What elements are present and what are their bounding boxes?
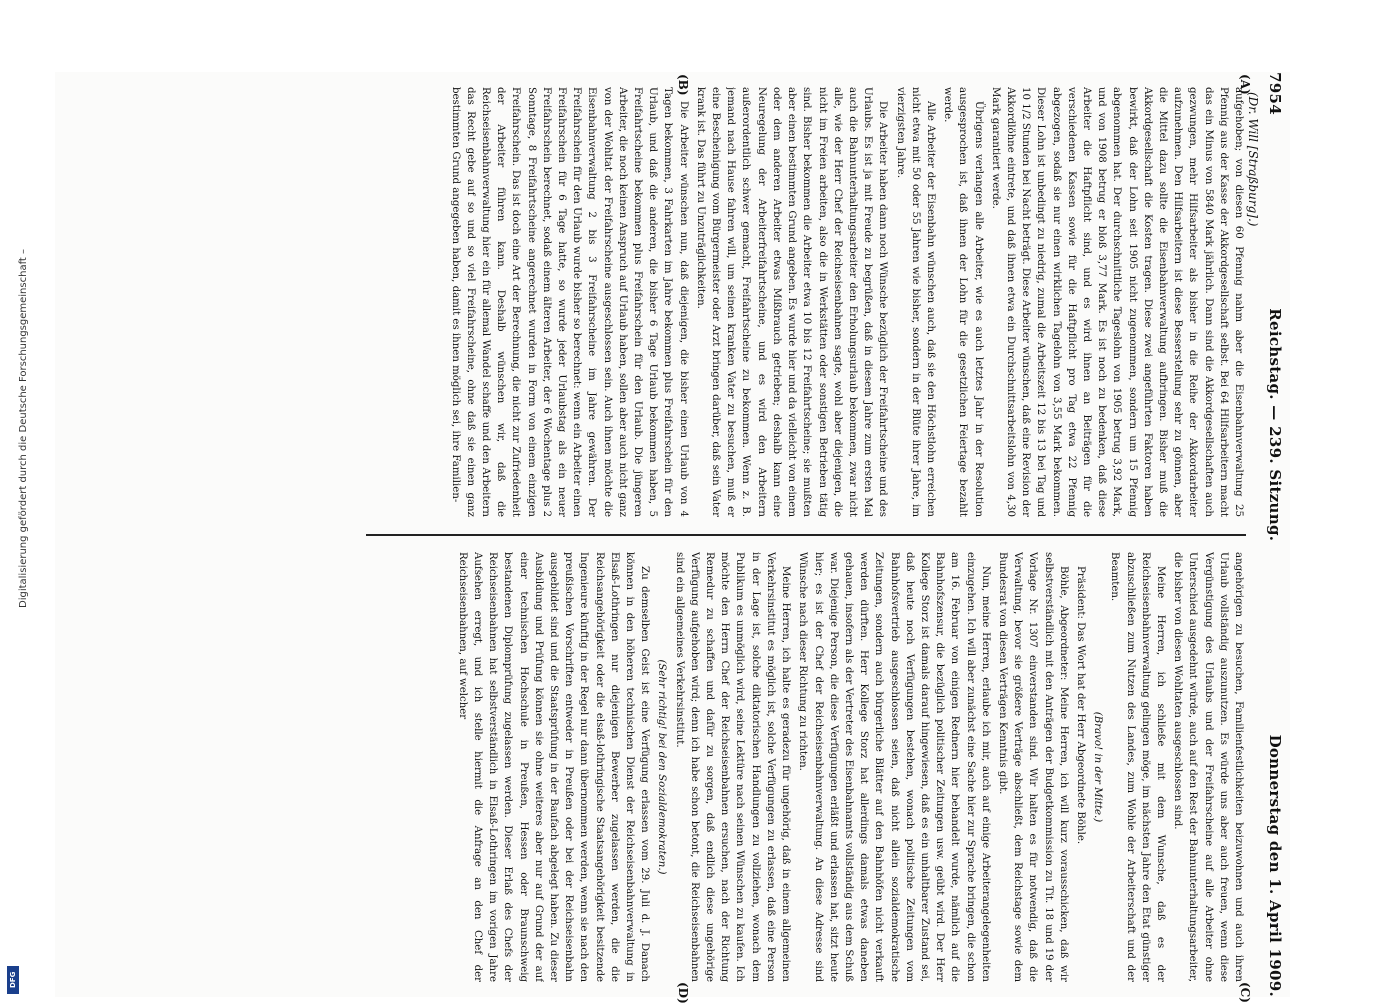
page-header <box>1260 72 1290 997</box>
credit-text: Digitalisierung gefördert durch die Deutsche Forschungsgemeinschaft – <box>18 248 29 608</box>
left-column <box>376 87 1246 517</box>
margin-marker-c: (C) <box>1238 982 1252 1003</box>
paragraph: Böhle, Abgeordneter: Meine Herren, ich will kurz vorausschicken, daß wir selbstverständlich mit den Anträgen der Budgetkommission zu Tit. 18 und 19 der Vorlage Nr. 1307 einverstanden sind. Wir halten es für notwendig, daß die Verwaltung, bevor sie größere Verträge abschließt, dem Reichstage sowie dem Bundesrat von diesen Verträgen Kenntnis gibt. <box>996 552 1069 982</box>
paragraph: Die Arbeiter wünschen nun, daß diejenigen, die bisher einen Urlaub von 4 Tagen bekommen, 3 Fahrkarten im Jahre bekommen plus Freifahrschein für den Urlaub, und daß die anderen, die bisher 6 Tage Urlaub bekommen haben, 5 Freifahrtscheine bekommen plus Freifahrschein für den Urlaub. Die jüngeren Arbeiter, die noch keinen Anspruch auf Urlaub haben, sollen aber auch nicht ganz von der Wohltat der Freifahrscheine ausgeschlossen sein. Auch ihnen möchte die Eisenbahnverwaltung 2 bis 3 Freifahrscheine im Jahre gewähren. Der Freifahrschein für den Urlaub wurde bisher so berechnet: wenn ein Arbeiter einen Freifahrschein für 6 Tage hatte, so wurde jeder Urlaubstag als ein neuer Freifahrschein berechnet, sodaß einem älteren Arbeiter, der 6 Wochentage plus 2 Sonntage, 8 Freifahrtscheine angerechnet wurden in Form von einem einzigen Freifahrschein. Das ist doch eine Art der Berechnung, die nicht zur Zufriedenheit der Arbeiter führen kann. Deshalb wünschen wir, daß die Reichseisenbahnverwaltung hier ein für allemal Wandel schaffe und den Arbeitern das Recht gebe auf so und so viel Freifahrscheine, ohne daß sie einen ganz bestimmten Grund angegeben haben, damit es ihnen möglich sei, ihre Familien- <box>449 87 689 517</box>
page-title: Reichstag. — 239. Sitzung. <box>1266 308 1284 542</box>
paragraph: Nun, meine Herren, erlaube ich mir, auch auf einige Arbeiterangelegenheiten einzugehen. Ich will aber zunächst eine Sache hier zur Sprache bringen, die schon am 16. Februar von einigen Rednern hier behandelt wurde, nämlich auf die Bahnhofszensur, die bezüglich politischer Zeitungen usw. geübt wird. Der Herr Kollege Storz ist damals darauf hingewiesen, daß es ein unhaltbarer Zustand sei, daß heute noch Verfügungen bestehen, wonach politische Zeitungen vom Bahnhofsvertrieb ausgeschlossen seien, daß nicht allein sozialdemokratische Zeitungen, sondern auch bürgerliche Blätter auf den Bahnhöfen nicht verkauft werden dürften. Herr Kollege Storz hat allerdings damals etwas daneben gehauen, insofern als der Vertreter des Eisenbahnamts vollständig aus dem Schuß war. Diejenige Person, die diese Verfügungen erläßt und erlassen hat, sitzt heute hier; es ist der Chef der Reichseisenbahnverwaltung. An diese Adresse sind Wünsche nach dieser Richtung zu richten. <box>797 552 991 982</box>
speaker-line: (Dr. Will [Straßburg].) <box>1246 92 1260 227</box>
page-date: Donnerstag den 1. April 1909. <box>1266 734 1284 997</box>
page-number: 7954 <box>1266 72 1284 115</box>
paragraph: angehörigen zu besuchen, Familienfestlichkeiten beizuwohnen und auch ihren Urlaub vollständig auszunutzen. Es würde uns aber auch freuen, wenn diese Vergünstigung des Urlaubs und der Freifahrscheine auf alle Arbeiter ohne Unterschied ausgedehnt würde, auch auf den Rest der Bahnunterhaltungsarbeiter, die bisher von diesen Wohltaten ausgeschlossen sind. <box>1172 552 1244 982</box>
paragraph: Alle Arbeiter der Eisenbahn wünschen auch, daß sie den Höchstlohn erreichen nicht etwa mit 50 oder 55 Jahren wie bisher, sondern in der Blüte ihrer Jahre, im vierzigsten Jahre. <box>894 87 936 517</box>
rotated-page-content <box>55 72 1290 1004</box>
dfg-logo: DFG <box>7 966 19 994</box>
interjection: (Sehr richtig! bei den Sozialdemokraten.) <box>656 659 668 875</box>
margin-marker-b: (B) <box>676 74 690 96</box>
paragraph: Meine Herren, ich halte es geradezu für ungehörig, daß in einem allgemeinen Verkehrsinstitut es möglich ist, solche Verfügungen zu erlassen, daß eine Person in der Lage ist, solche diktatorischen Handlungen zu vollziehen, wonach dem Publikum es unmöglich wird, seine Lektüre nach seinen Wünschen zu kaufen. Ich möchte den Herrn Chef der Reichseisenbahnen ersuchen, nach der Richtung Remedur zu schaffen und dafür zu sorgen, daß endlich diese ungehörige Verfügung aufgehoben wird; denn ich habe schon betont, die Reichseisenbahnen sind ein allgemeines Verkehrsinstitut. <box>673 552 792 982</box>
paragraph: aufgehoben; von diesen 60 Pfennig nahm aber die Eisenbahnverwaltung 25 Pfennig aus der Kasse der Akkordgesellschaft selbst. Bei 64 Hilfsarbeitern macht das ein Minus von 5840 Mark jährlich. Dann sind die Akkordgesellschaften auch gezwungen, mehr Hilfsarbeiter als bisher in die Reihe der Akkordarbeiter aufzunehmen. Den Hilfsarbeitern ist diese Besserstellung sehr zu gönnen, aber die Mittel dazu sollte die Eisenbahnverwaltung aufbringen. Bisher muß die Akkordgesellschaft die Kosten tragen. Diese zwei angeführten Faktoren haben bewirkt, daß der Lohn seit 1905 nicht zugenommen, sondern um 15 Pfennig abgenommen hat. Der durchschnittliche Tageslohn von 1905 betrug 3,92 Mark, und von 1908 betrug er bloß 3,77 Mark. Es ist noch zu bedenken, daß diese Arbeiter die Haftpflicht sind, und es wird ihnen an Beiträgen für die verschiedenen Kassen sowie für die Haftpflicht pro Tag etwa 22 Pfennig abgezogen, sodaß sie nur einen wirklichen Tagelohn von 3,55 Mark bekommen. Dieser Lohn ist unbedingt zu niedrig, zumal die Arbeitszeit 12 bis 13 bei Tag und 10 1/2 Stunden bei Nacht beträgt. Diese Arbeiter wünschen, daß eine Revision der Akkordlöhne eintrete, und daß ihnen etwa ein Durchschnittsarbeitslohn von 4,30 Mark garantiert werde. <box>989 87 1244 517</box>
interjection: (Bravo! in der Mitte.) <box>1092 711 1104 823</box>
margin-marker-d: (D) <box>676 982 690 1004</box>
paragraph: Übrigens verlangen alle Arbeiter, wie es auch letztes Jahr in der Resolution ausgesprochen ist, daß ihnen der Lohn für die gesetzlichen Feiertage bezahlt werde. <box>942 87 984 517</box>
digitization-credit <box>4 0 29 1000</box>
scanned-page <box>55 72 1290 1004</box>
paragraph: Präsident: Das Wort hat der Herr Abgeordnete Böhle. <box>1074 566 1086 845</box>
margin-marker-a: (A) <box>1238 74 1252 95</box>
paragraph: Zu demselben Geist ist eine Verfügung erlassen vom 29. Juli d. J. Danach können in den höheren technischen Dienst der Reichseisenbahnverwaltung in Elsaß-Lothringen nur diejenigen Bewerber zugelassen werden, die die Reichsangehörigkeit oder die elsaß-lothringische Staatsangehörigkeit besitzende Ingenieure künftig in der Regel nur dann übernommen werden, wenn sie nach den preußischen Vorschriften entweder in Preußen oder bei der Reichseisenbahn ausgebildet sind und die Staatsprüfung in der Baufach abgelegt haben. Zu dieser Ausbildung und Prüfung können sie ohne weiteres aber nur auf Grund der auf einer technischen Hochschule in Preußen, Hessen oder Braunschweig bestandenen Diplomprüfung zugelassen werden. Dieser Erlaß des Chefs der Reichseisenbahnen hat selbstverständlich in Elsaß-Lothringen im vorigen Jahre Aufsehen erregt, und ich stelle hiermit die Anfrage an den Chef der Reichseisenbahnen, auf welcher <box>456 552 651 982</box>
right-column <box>376 552 1246 982</box>
paragraph: Die Arbeiter haben dann noch Wünsche bezüglich der Freifahrtscheine und des Urlaubs. Es ist ja mit Freude zu begrüßen, daß in diesem Jahre zum ersten Mal auch die Bahnunterhaltungsarbeiter den Erholungsurlaub bekommen, zwar nicht alle, wie der Herr Chef der Reichseisenbahnen sagte, wohl aber diejenigen, die nicht im Freien arbeiten, also die in Werkstätten oder sonstigen Betrieben tätig sind. Bisher bekommen die Arbeiter etwa 10 bis 12 Freifahrtscheine; sie mußten aber einen bestimmten Grund angeben. Es wurde hier und da vielleicht von einem oder dem anderen Arbeiter etwas Mißbrauch getrieben; deshalb kann eine Neuregelung der Arbeiterfreifahrtscheine, und es wird den Arbeitern außerordentlich schwer gemacht, Freifahrtscheine zu bekommen. Wenn z. B. jemand nach Hause fahren will, um seinen kranken Vater zu besuchen, muß er eine Bescheinigung vom Bürgermeister oder Arzt bringen darüber, daß sein Vater krank ist. Das führt zu Unzuträglichkeiten. <box>694 87 889 517</box>
column-divider <box>366 534 1246 536</box>
paragraph: Meine Herren, ich schließe mit dem Wunsche, daß es der Reichseisenbahnverwaltung gelingen möge, im nächsten Jahre den Etat günstiger abzuschließen zum Nutzen des Landes, zum Wohle der Arbeiterschaft und der Beamten. <box>1109 552 1166 982</box>
